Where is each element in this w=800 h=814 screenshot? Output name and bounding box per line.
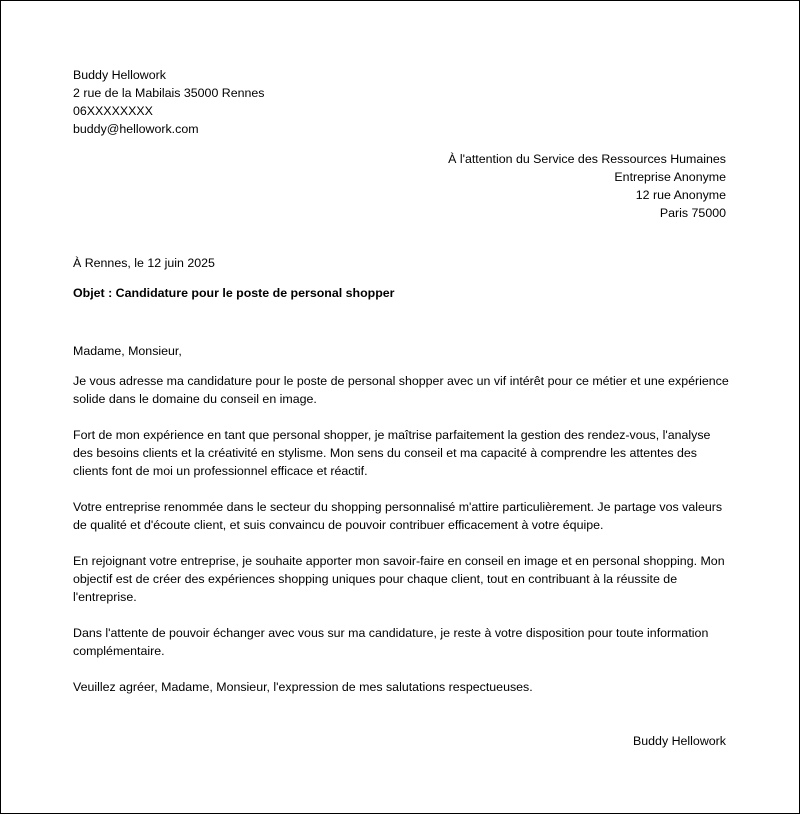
- date-line: À Rennes, le 12 juin 2025: [73, 256, 215, 270]
- subject-line: Objet : Candidature pour le poste de personal shopper: [73, 286, 395, 300]
- recipient-attention: À l'attention du Service des Ressources Humaines: [448, 152, 726, 166]
- paragraph-availability: Dans l'attente de pouvoir échanger avec vous sur ma candidature, je reste à votre disposition pour toute information complémentaire.: [73, 626, 709, 658]
- paragraph-closing: Veuillez agréer, Madame, Monsieur, l'expression de mes salutations respectueuses.: [73, 680, 533, 694]
- greeting: Madame, Monsieur,: [73, 344, 182, 358]
- sender-email: buddy@hellowork.com: [73, 122, 199, 136]
- sender-block: [73, 66, 473, 138]
- sender-name: Buddy Hellowork: [73, 68, 166, 82]
- paragraph-experience: Fort de mon expérience en tant que personal shopper, je maîtrise parfaitement la gestion des rendez-vous, l'analyse des besoins clients et la créativité en stylisme. Mon sens du conseil et ma capacité à comprendre les attentes des clients font de moi un professionnel efficace et réactif.: [73, 428, 711, 478]
- paragraph-objective: En rejoignant votre entreprise, je souhaite apporter mon savoir-faire en conseil en image et en personal shopping. Mon objectif est de créer des expériences shopping uniques pour chaque client, tout en contribuant à la réussite de l'entreprise.: [73, 554, 725, 604]
- recipient-block: [306, 150, 726, 222]
- recipient-street: 12 rue Anonyme: [635, 188, 726, 202]
- sender-address: 2 rue de la Mabilais 35000 Rennes: [73, 86, 265, 100]
- recipient-city: Paris 75000: [659, 206, 726, 220]
- paragraph-company-interest: Votre entreprise renommée dans le secteur du shopping personnalisé m'attire particulièrement. Je partage vos valeurs de qualité et d'écoute client, et suis convaincu de pouvoir contribuer efficacement à votre équipe.: [73, 500, 723, 532]
- recipient-company: Entreprise Anonyme: [614, 170, 726, 184]
- signature: Buddy Hellowork: [633, 734, 726, 748]
- paragraph-introduction: Je vous adresse ma candidature pour le poste de personal shopper avec un vif intérêt pour ce métier et une expérience solide dans le domaine du conseil en image.: [73, 374, 729, 406]
- sender-phone: 06XXXXXXXX: [73, 104, 153, 118]
